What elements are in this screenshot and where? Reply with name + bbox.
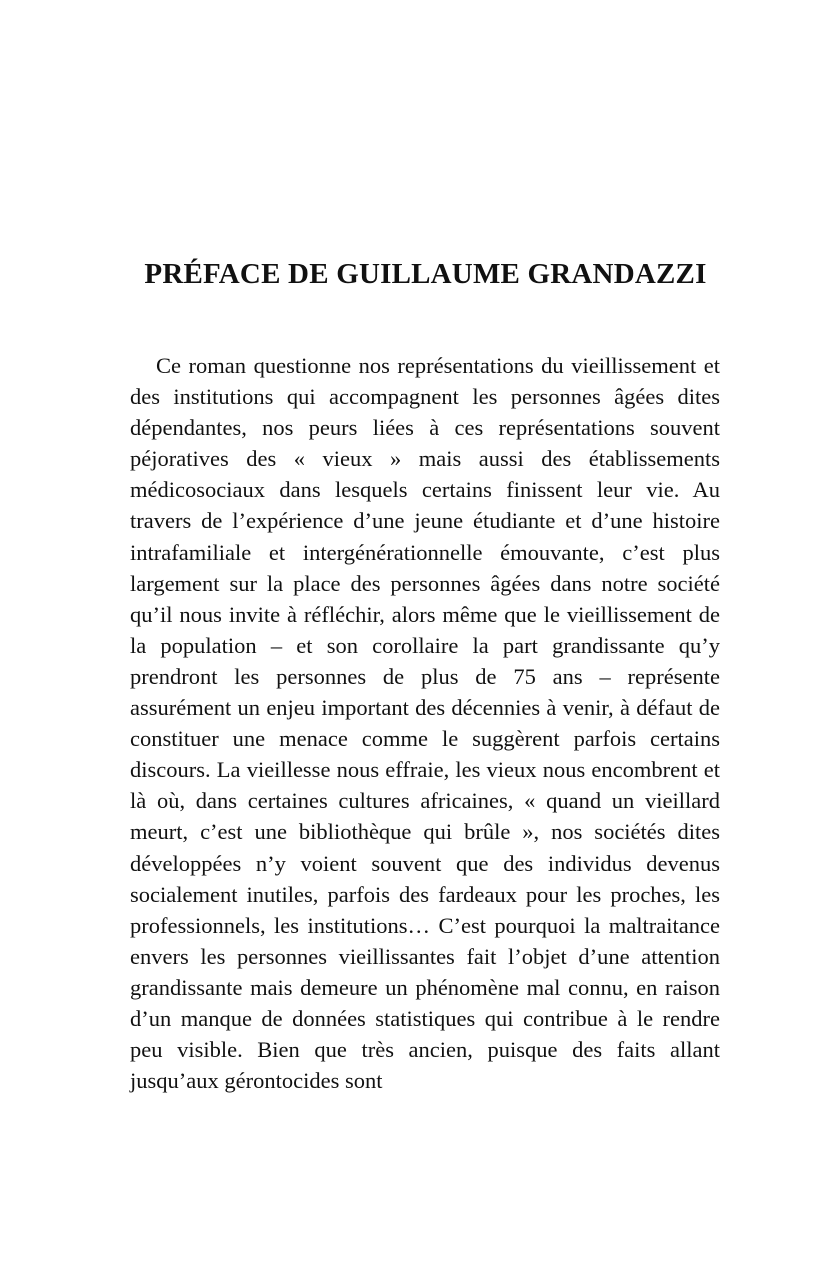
preface-paragraph: Ce roman questionne nos représentations du vieillissement et des institutions qui accompagnent les personnes âgées dites dépendantes, nos peurs liées à ces représentations souvent péjoratives des « vieux » mais aussi des établissements médicosociaux dans lesquels certains finissent leur vie. Au travers de l’expérience d’une jeune étudiante et d’une histoire intrafamiliale et intergénérationnelle émouvante, c’est plus largement sur la place des personnes âgées dans notre société qu’il nous invite à réfléchir, alors même que le vieillissement de la population – et son corollaire la part grandissante qu’y prendront les personnes de plus de 75 ans – représente assurément un enjeu important des décennies à venir, à défaut de constituer une menace comme le suggèrent parfois certains discours. La vieillesse nous effraie, les vieux nous encombrent et là où, dans certaines cultures africaines, « quand un vieillard meurt, c’est une bibliothèque qui brûle », nos sociétés dites développées n’y voient souvent que des individus devenus socialement inutiles, parfois des fardeaux pour les proches, les professionnels, les institutions… C’est pourquoi la maltraitance envers les personnes vieillissantes fait l’objet d’une attention grandissante mais demeure un phénomène mal connu, en raison d’un manque de données statistiques qui contribue à le rendre peu visible. Bien que très ancien, puisque des faits allant jusqu’aux gérontocides sont <box>130 353 720 1094</box>
preface-title: PRÉFACE DE GUILLAUME GRANDAZZI <box>144 258 707 290</box>
